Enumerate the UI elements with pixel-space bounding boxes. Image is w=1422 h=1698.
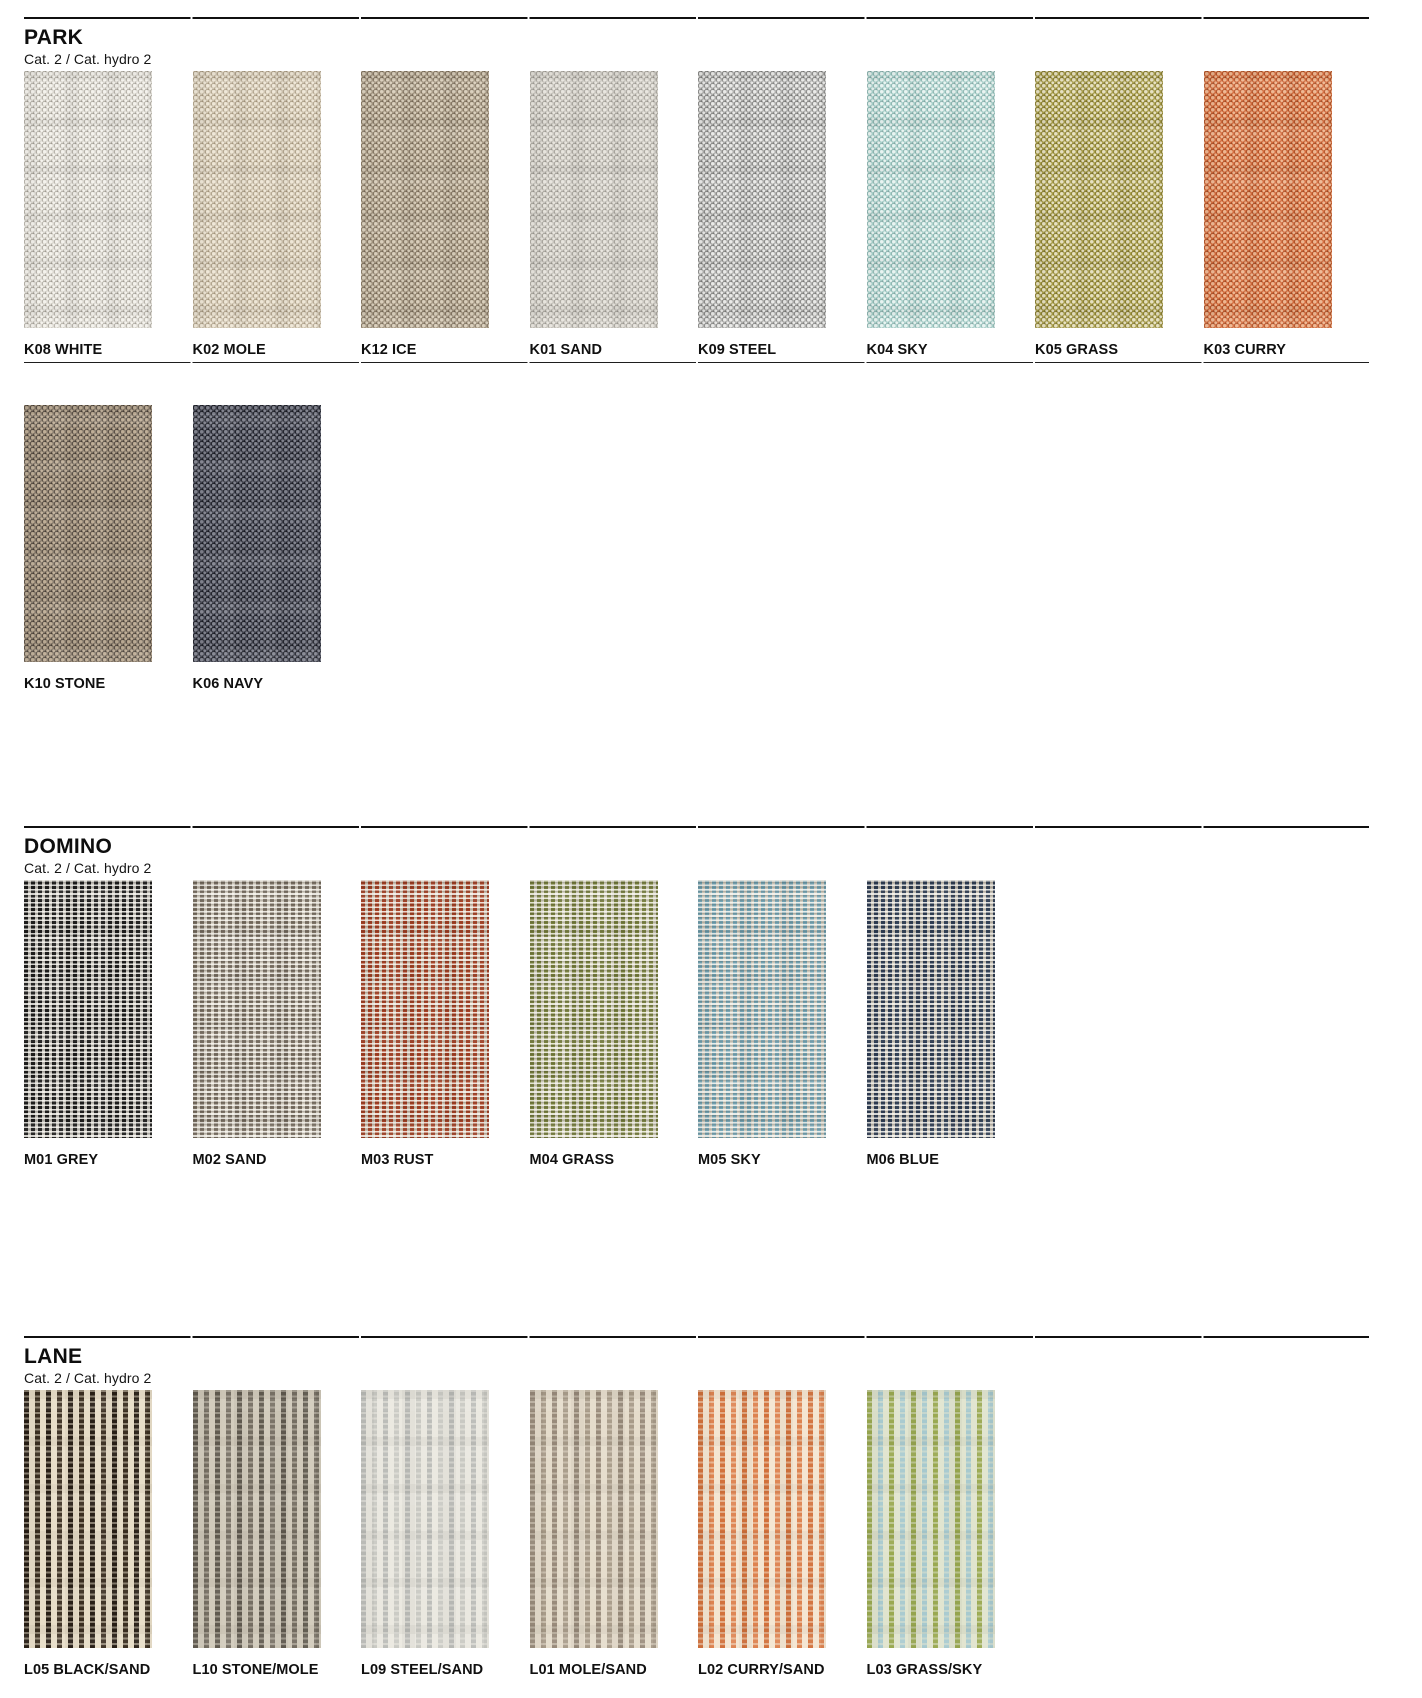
fabric-swatch-cell: [24, 71, 152, 358]
fabric-swatch-image: [698, 1390, 826, 1648]
fabric-swatch-label: K09 STEEL: [698, 342, 777, 358]
fabric-swatch-image: [193, 405, 321, 662]
swatch-row: [24, 1390, 1369, 1678]
fabric-collection-section: [24, 826, 1369, 1168]
fabric-swatch-label: L03 GRASS/SKY: [866, 1662, 983, 1678]
fabric-swatch-image: [698, 880, 826, 1138]
fabric-swatch-cell: [698, 1390, 826, 1678]
fabric-swatch-cell: [24, 1390, 152, 1678]
fabric-swatch-image: [193, 71, 321, 328]
fabric-swatch-label: K01 SAND: [529, 342, 603, 358]
fabric-swatch-cell: [193, 880, 321, 1168]
fabric-swatch-image: [867, 880, 995, 1138]
fabric-swatch-label: K08 WHITE: [24, 342, 103, 358]
section-top-rule: [24, 826, 1369, 828]
fabric-swatch-image: [530, 1390, 658, 1648]
fabric-swatch-cell: [361, 880, 489, 1168]
fabric-swatch-label: K10 STONE: [24, 676, 106, 692]
fabric-swatch-cell: [361, 1390, 489, 1678]
swatch-rows: [24, 1390, 1369, 1678]
collection-category: Cat. 2 / Cat. hydro 2: [24, 51, 152, 67]
fabric-swatch-cell: [361, 71, 489, 358]
fabric-swatch-cell: [1204, 71, 1332, 358]
fabric-swatch-label: K04 SKY: [866, 342, 928, 358]
fabric-swatch-label: M06 BLUE: [866, 1152, 940, 1168]
fabric-swatch-label: K03 CURRY: [1203, 342, 1287, 358]
fabric-swatch-label: M04 GRASS: [529, 1152, 615, 1168]
fabric-swatch-image: [361, 1390, 489, 1648]
fabric-swatch-image: [361, 880, 489, 1138]
fabric-swatch-cell: [193, 71, 321, 358]
fabric-swatch-label: L09 STEEL/SAND: [361, 1662, 484, 1678]
swatch-row: [24, 405, 1369, 692]
fabric-swatch-cell: [24, 880, 152, 1168]
fabric-swatch-cell: [698, 71, 826, 358]
fabric-swatch-cell: [867, 880, 995, 1168]
fabric-swatch-cell: [530, 71, 658, 358]
swatch-row: [24, 71, 1369, 358]
fabric-swatch-image: [867, 1390, 995, 1648]
fabric-swatch-label: L05 BLACK/SAND: [24, 1662, 151, 1678]
fabric-swatch-cell: [24, 405, 152, 692]
swatch-rows: [24, 880, 1369, 1168]
fabric-swatch-cell: [193, 1390, 321, 1678]
collection-title: DOMINO: [24, 835, 113, 858]
fabric-swatch-image: [361, 71, 489, 328]
fabric-swatch-cell: [193, 405, 321, 692]
fabric-swatch-cell: [1035, 71, 1163, 358]
fabric-swatch-cell: [530, 880, 658, 1168]
fabric-swatch-image: [193, 1390, 321, 1648]
section-top-rule: [24, 17, 1369, 19]
fabric-swatch-label: M05 SKY: [698, 1152, 761, 1168]
section-top-rule: [24, 1336, 1369, 1338]
swatch-row: [24, 880, 1369, 1168]
fabric-swatch-image: [24, 71, 152, 328]
fabric-swatch-cell: [698, 880, 826, 1168]
swatch-rows: [24, 71, 1369, 692]
collection-title: LANE: [24, 1345, 83, 1368]
fabric-collection-section: [24, 17, 1369, 692]
collection-category: Cat. 2 / Cat. hydro 2: [24, 1370, 152, 1386]
fabric-swatch-label: K02 MOLE: [192, 342, 266, 358]
fabric-swatch-label: K12 ICE: [361, 342, 417, 358]
fabric-swatch-label: L01 MOLE/SAND: [529, 1662, 647, 1678]
collection-title: PARK: [24, 26, 84, 49]
fabric-swatch-label: K06 NAVY: [192, 676, 264, 692]
collection-category: Cat. 2 / Cat. hydro 2: [24, 860, 152, 876]
fabric-swatch-image: [1035, 71, 1163, 328]
fabric-swatch-image: [24, 1390, 152, 1648]
fabric-swatch-cell: [867, 71, 995, 358]
fabric-swatch-image: [24, 405, 152, 662]
fabric-collection-section: [24, 1336, 1369, 1678]
fabric-swatch-label: L10 STONE/MOLE: [192, 1662, 319, 1678]
fabric-swatch-image: [1204, 71, 1332, 328]
fabric-swatch-label: L02 CURRY/SAND: [698, 1662, 825, 1678]
fabric-swatch-image: [530, 880, 658, 1138]
fabric-swatch-image: [24, 880, 152, 1138]
fabric-swatch-label: K05 GRASS: [1035, 342, 1119, 358]
fabric-swatch-cell: [530, 1390, 658, 1678]
fabric-swatch-image: [530, 71, 658, 328]
fabric-swatch-image: [698, 71, 826, 328]
fabric-swatch-label: M01 GREY: [24, 1152, 99, 1168]
fabric-swatch-image: [193, 880, 321, 1138]
fabric-swatch-label: M03 RUST: [361, 1152, 434, 1168]
fabric-swatch-image: [867, 71, 995, 328]
fabric-swatch-cell: [867, 1390, 995, 1678]
fabric-swatch-label: M02 SAND: [192, 1152, 267, 1168]
row-divider-rule: [24, 362, 1369, 363]
